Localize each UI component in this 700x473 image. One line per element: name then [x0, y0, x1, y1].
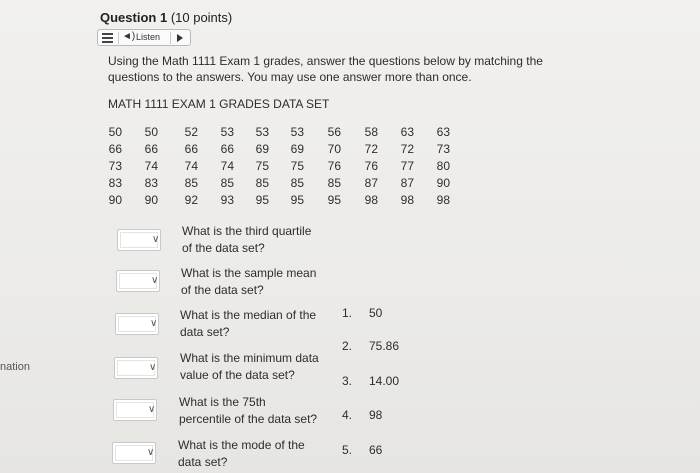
data-cell: 85 — [290, 176, 304, 190]
question-text — [180, 350, 319, 384]
data-cell: 73 — [108, 159, 122, 173]
data-cell: 90 — [436, 176, 450, 190]
data-cell: 80 — [436, 159, 450, 173]
data-cell: 70 — [327, 142, 341, 156]
data-cell: 52 — [184, 125, 198, 139]
data-cell: 76 — [364, 159, 378, 173]
data-cell: 95 — [255, 193, 269, 207]
chevron-down-icon: ∨ — [148, 404, 156, 415]
data-cell: 83 — [144, 176, 158, 190]
chevron-down-icon: ∨ — [149, 362, 157, 373]
question-line: data set? — [178, 455, 228, 469]
data-cell: 72 — [364, 142, 378, 156]
data-cell: 66 — [108, 142, 122, 156]
answer-select[interactable] — [114, 357, 158, 379]
question-line: of the data set? — [181, 283, 264, 297]
question-line: data set? — [180, 325, 230, 339]
question-text — [181, 265, 316, 299]
data-cell: 74 — [184, 159, 198, 173]
data-cell: 98 — [364, 193, 378, 207]
question-line: What is the median of the — [180, 308, 317, 322]
data-cell: 77 — [400, 159, 414, 173]
answer-value: 14.00 — [369, 374, 400, 388]
question-text — [179, 394, 317, 428]
question-line: What is the sample mean — [181, 266, 317, 280]
data-cell: 92 — [184, 193, 198, 207]
data-cell: 69 — [255, 142, 269, 156]
answer-value: 66 — [369, 443, 383, 457]
question-text — [180, 307, 316, 341]
instructions: Using the Math 1111 Exam 1 grades, answer the questions below by matching the questions to the answers. You may use one answer more than once. — [108, 54, 543, 84]
question-line: What is the third quartile — [182, 224, 312, 238]
speaker-icon[interactable]: ◄) — [122, 31, 136, 42]
answer-number: 2. — [341, 339, 352, 353]
question-text — [178, 437, 305, 471]
data-cell: 56 — [327, 125, 341, 139]
toolbar-divider — [118, 32, 119, 44]
question-line: What is the 75th — [179, 395, 266, 409]
data-cell: 75 — [255, 159, 269, 173]
question-points: (10 points) — [170, 10, 233, 25]
data-cell: 85 — [327, 176, 341, 190]
data-cell: 66 — [220, 142, 234, 156]
chevron-down-icon: ∨ — [151, 275, 159, 286]
data-cell: 76 — [327, 159, 341, 173]
data-cell: 75 — [290, 159, 304, 173]
data-cell: 73 — [436, 142, 450, 156]
data-cell: 93 — [220, 193, 234, 207]
data-cell: 58 — [364, 125, 378, 139]
question-line: percentile of the data set? — [179, 412, 318, 426]
question-text — [182, 223, 311, 257]
answer-number: 3. — [341, 374, 352, 388]
data-cell: 72 — [400, 142, 414, 156]
question-label: Question 1 — [100, 10, 168, 25]
data-cell: 63 — [436, 125, 450, 139]
data-cell: 87 — [364, 176, 378, 190]
data-cell: 69 — [290, 142, 304, 156]
data-cell: 53 — [255, 125, 269, 139]
data-cell: 63 — [400, 125, 414, 139]
data-cell: 74 — [144, 159, 158, 173]
data-cell: 66 — [184, 142, 198, 156]
toolbar-divider — [170, 32, 171, 44]
data-cell: 83 — [108, 176, 122, 190]
answer-select[interactable] — [116, 270, 160, 292]
answer-value: 50 — [369, 306, 383, 320]
data-cell: 74 — [220, 159, 234, 173]
menu-icon[interactable] — [102, 32, 113, 43]
dataset-title: MATH 1111 EXAM 1 GRADES DATA SET — [108, 97, 330, 111]
answer-value: 75.86 — [369, 339, 400, 353]
answer-number: 5. — [341, 443, 352, 457]
answer-value: 98 — [369, 408, 383, 422]
data-cell: 53 — [220, 125, 234, 139]
data-cell: 87 — [400, 176, 414, 190]
data-cell: 66 — [144, 142, 158, 156]
data-cell: 98 — [400, 193, 414, 207]
listen-toolbar — [97, 29, 191, 46]
listen-button[interactable]: Listen — [136, 32, 161, 42]
data-cell: 85 — [220, 176, 234, 190]
data-cell: 53 — [290, 125, 304, 139]
answer-number: 4. — [341, 408, 352, 422]
chevron-down-icon: ∨ — [152, 234, 160, 245]
question-title — [100, 10, 232, 25]
data-cell: 85 — [255, 176, 269, 190]
data-cell: 95 — [327, 193, 341, 207]
data-cell: 50 — [108, 125, 122, 139]
chevron-down-icon: ∨ — [147, 447, 155, 458]
question-line: What is the mode of the — [178, 438, 305, 452]
data-cell: 95 — [290, 193, 304, 207]
data-cell: 98 — [436, 193, 450, 207]
question-line: What is the minimum data — [180, 351, 319, 365]
answer-select[interactable] — [117, 229, 161, 251]
data-cell: 90 — [108, 193, 122, 207]
answer-select[interactable] — [112, 442, 156, 464]
answer-select[interactable] — [115, 313, 159, 335]
data-cell: 85 — [184, 176, 198, 190]
answer-select[interactable] — [113, 399, 157, 421]
data-cell: 90 — [144, 193, 158, 207]
play-icon[interactable] — [177, 34, 183, 42]
question-line: of the data set? — [182, 241, 265, 255]
question-line: value of the data set? — [180, 368, 295, 382]
side-nav-label[interactable]: nation — [0, 361, 30, 373]
answer-number: 1. — [341, 306, 352, 320]
chevron-down-icon: ∨ — [150, 318, 158, 329]
data-cell: 50 — [144, 125, 158, 139]
